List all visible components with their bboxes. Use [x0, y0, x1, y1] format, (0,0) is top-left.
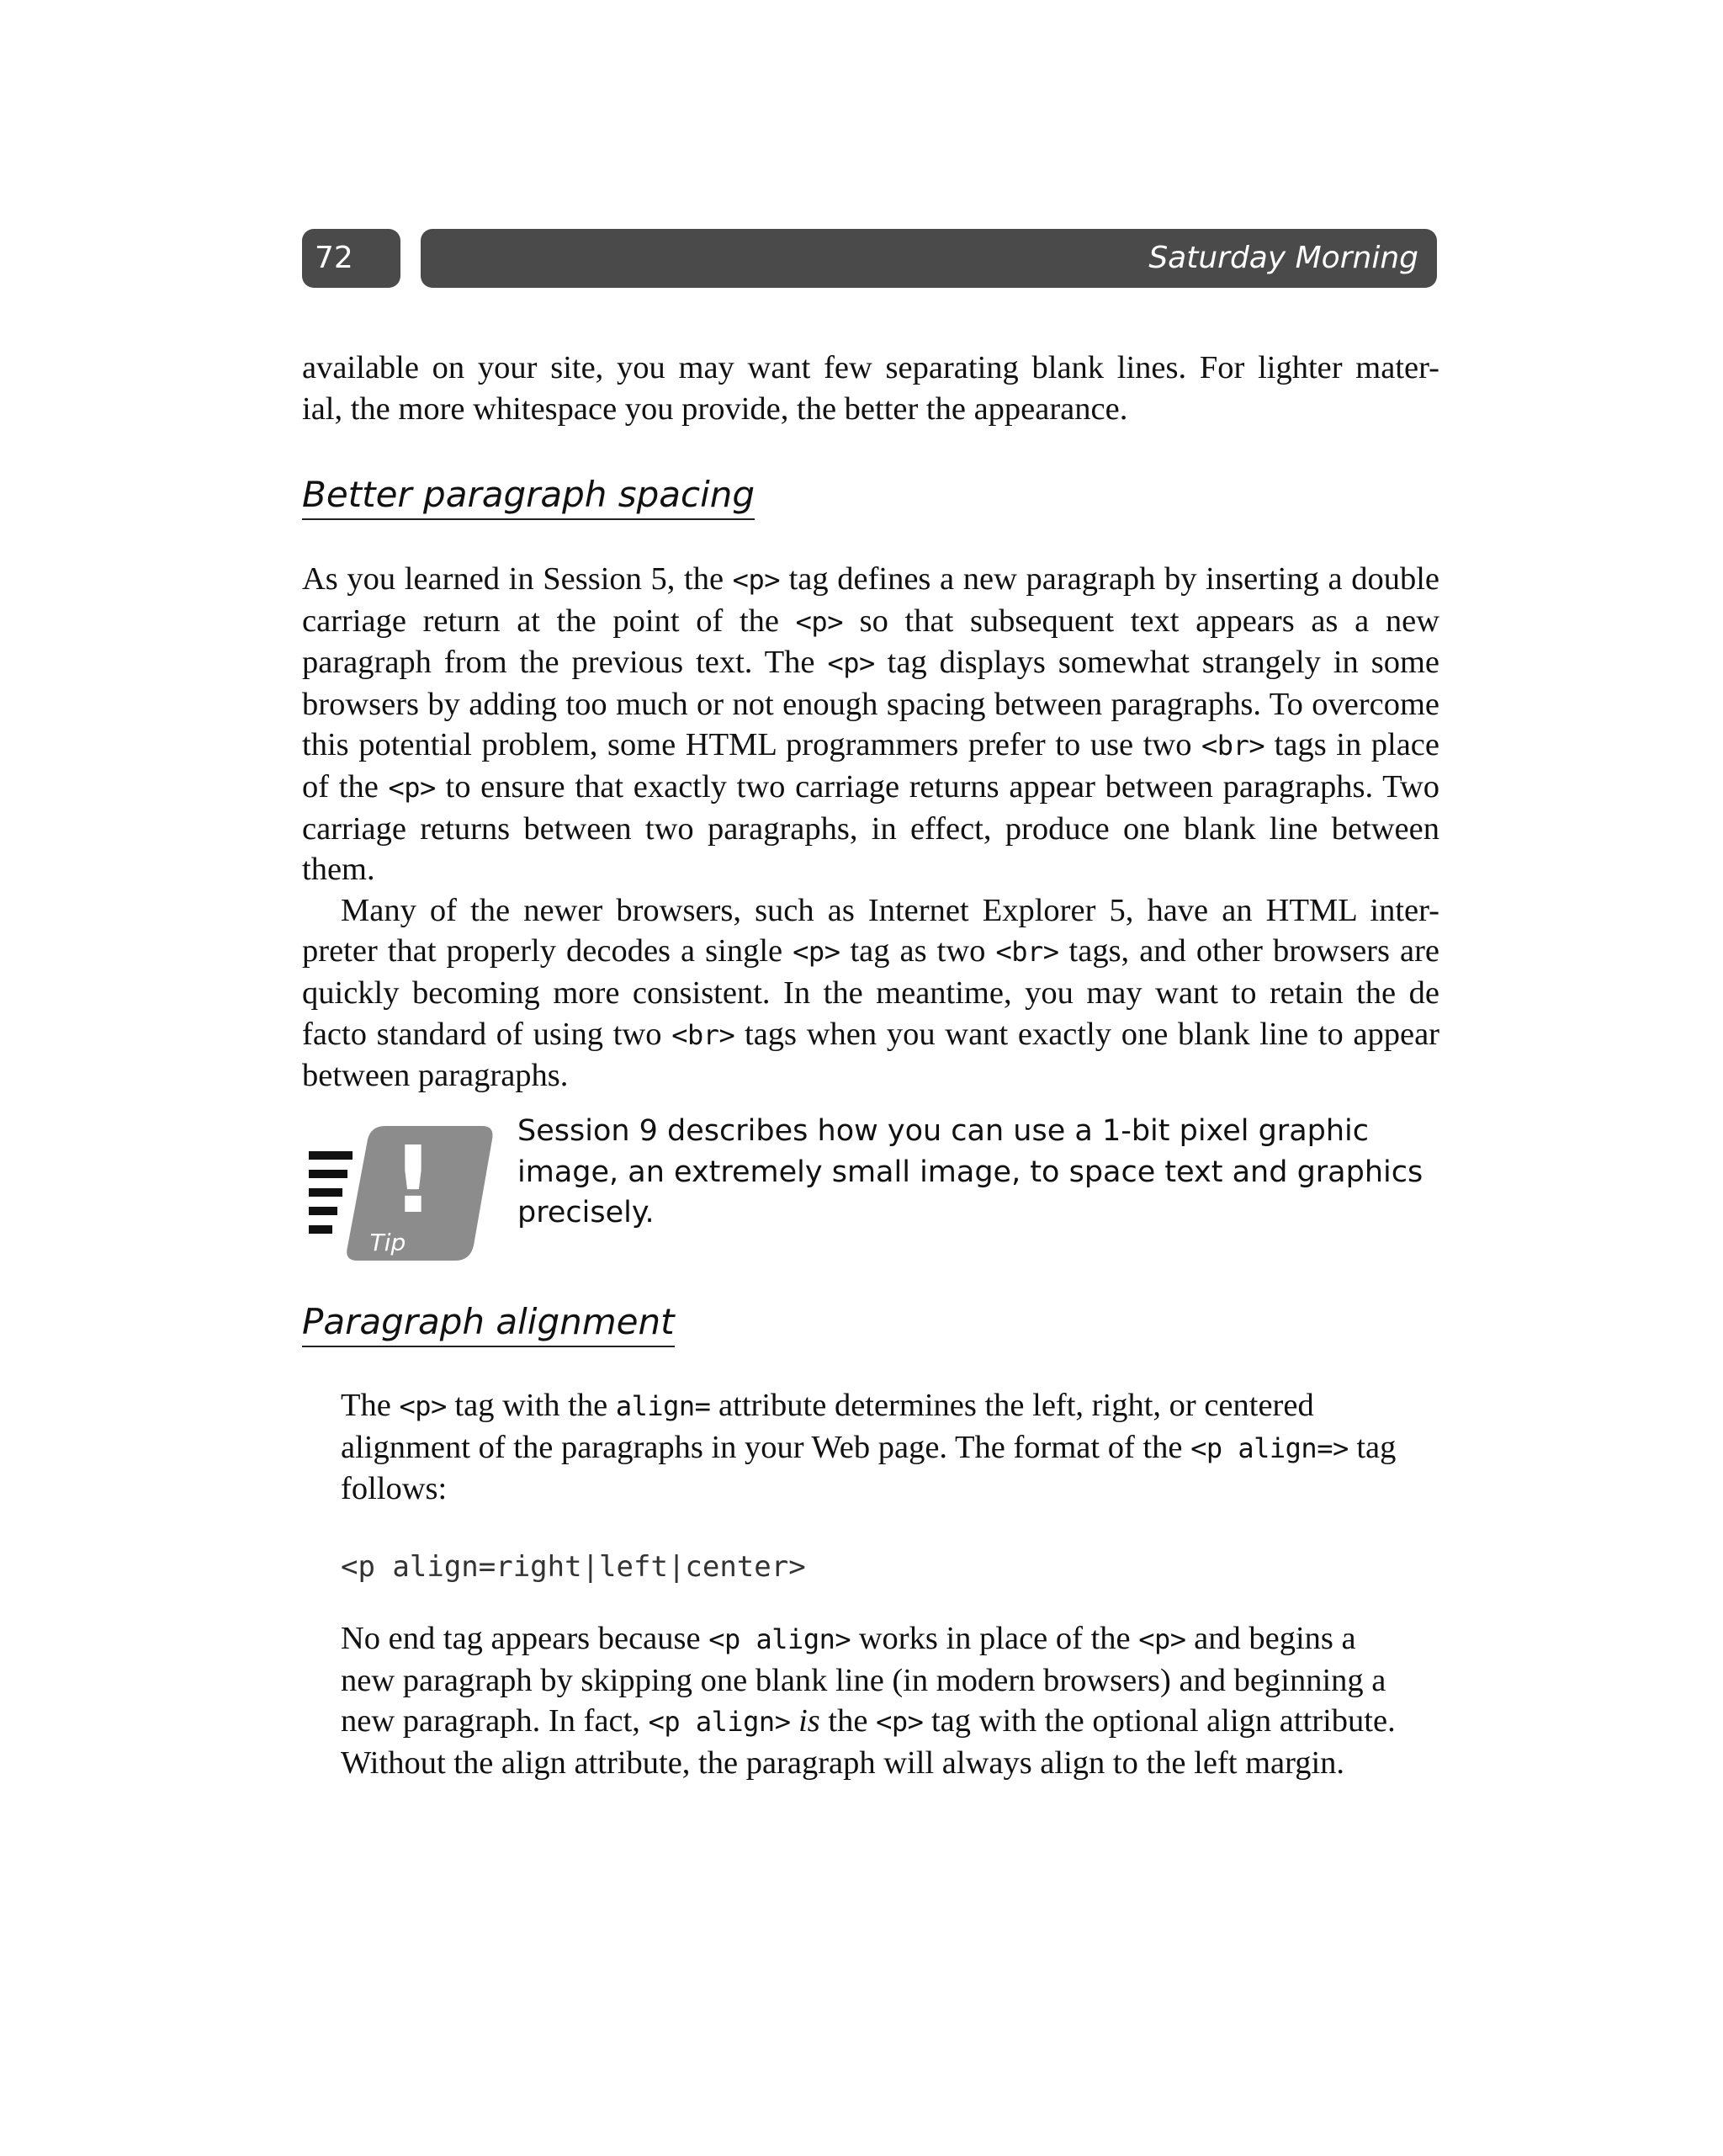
tip-text: Session 9 describes how you can use a 1-bit pixel graphic image, an extremely small image, to space text and graphics precisely. [517, 1114, 1423, 1230]
page-number [302, 229, 400, 288]
page-number-text: 72 [315, 241, 353, 275]
text-run: tags when you want exactly one blank line to appear between paragraphs. [302, 1016, 1439, 1094]
text-run: so that subsequent text appears as a new paragraph from the previous text. The [302, 603, 1439, 681]
text-run: the [819, 1703, 877, 1739]
code-tag: <br> [995, 936, 1059, 969]
text-run: Many of the newer browsers, such as Internet Explorer 5, have an HTML inter-preter that properly decodes a single [302, 892, 1439, 969]
code-tag: <p> [827, 647, 875, 680]
text-run: As you learned in Session 5, the [302, 561, 733, 597]
code-example: <p align=right|left|center> [341, 1550, 806, 1584]
text-run: works in place of the [851, 1621, 1139, 1656]
text-run: attribute determines the left, right, or centered alignment of the paragraphs in your Web page. The format of the [341, 1388, 1314, 1465]
intro-line-2: ial, the more whitespace you provide, the better the appearance. [302, 390, 1128, 427]
code-tag: <br> [671, 1018, 735, 1051]
text-run: tag with the optional align attribute. Without the align attribute, the paragraph will always align to the left margin. [341, 1703, 1396, 1781]
text-run: to ensure that exactly two carriage returns appear between paragraphs. Two carriage returns between two paragraphs, in effect, produce one blank line between them. [302, 768, 1439, 888]
code-tag: <p> [795, 605, 843, 638]
text-run: tag follows: [341, 1429, 1397, 1507]
section2-paragraph-1-block [341, 1385, 1401, 1510]
section2-paragraph-1 [341, 1385, 1401, 1510]
section1-body [302, 559, 1439, 1097]
running-head [421, 229, 1437, 288]
text-run: The [341, 1388, 400, 1423]
text-run: tag with the [446, 1388, 616, 1423]
text-run: tags, and other browsers are quickly becoming more consistent. In the meantime, you may want to retain the de facto standard of using two [302, 933, 1439, 1052]
code-tag: <p align> [708, 1623, 851, 1655]
tip-icon-label: Tip [369, 1229, 406, 1256]
code-tag: <p> [876, 1706, 924, 1739]
intro-paragraph [302, 348, 1439, 429]
tip-icon-exclamation: ! [391, 1126, 435, 1234]
text-run: No end tag appears because [341, 1621, 709, 1656]
section1-paragraph-1 [302, 559, 1439, 890]
code-tag: <p> [388, 771, 436, 804]
code-tag: <p align=> [1190, 1431, 1349, 1464]
text-run: and begins a new paragraph by skipping one blank line (in modern browsers) and beginning a new paragraph. In fact, [341, 1621, 1386, 1739]
tip-icon [305, 1119, 499, 1267]
section-heading-paragraph-alignment: Paragraph alignment [302, 1300, 675, 1347]
code-tag: align= [615, 1390, 711, 1422]
emphasis: is [798, 1703, 820, 1739]
tip-icon-speed-lines [309, 1151, 353, 1234]
section-heading-better-paragraph-spacing: Better paragraph spacing [302, 473, 755, 520]
code-tag: <p> [1138, 1623, 1186, 1655]
section2-paragraph-2 [341, 1618, 1401, 1783]
code-tag: <p> [732, 564, 780, 596]
section2-paragraph-2-block [341, 1618, 1401, 1783]
text-run: tag displays somewhat strangely in some browsers by adding too much or not enough spacing between paragraphs. To overcome this potential problem, some HTML programmers prefer to use two [302, 645, 1439, 763]
text-run: tag as two [840, 933, 996, 969]
running-head-text: Saturday Morning [1148, 241, 1418, 275]
text-run: tags in place of the [302, 727, 1439, 805]
code-tag: <br> [1201, 730, 1265, 762]
intro-line-1: available on your site, you may want few separating blank lines. For lighter mater- [302, 350, 1439, 385]
text-run: tag defines a new paragraph by inserting a double carriage return at the point of the [302, 561, 1439, 639]
code-tag: <p> [793, 936, 840, 969]
code-tag: <p> [399, 1390, 447, 1422]
code-tag: <p align> [648, 1706, 791, 1739]
section1-paragraph-2 [302, 890, 1439, 1097]
